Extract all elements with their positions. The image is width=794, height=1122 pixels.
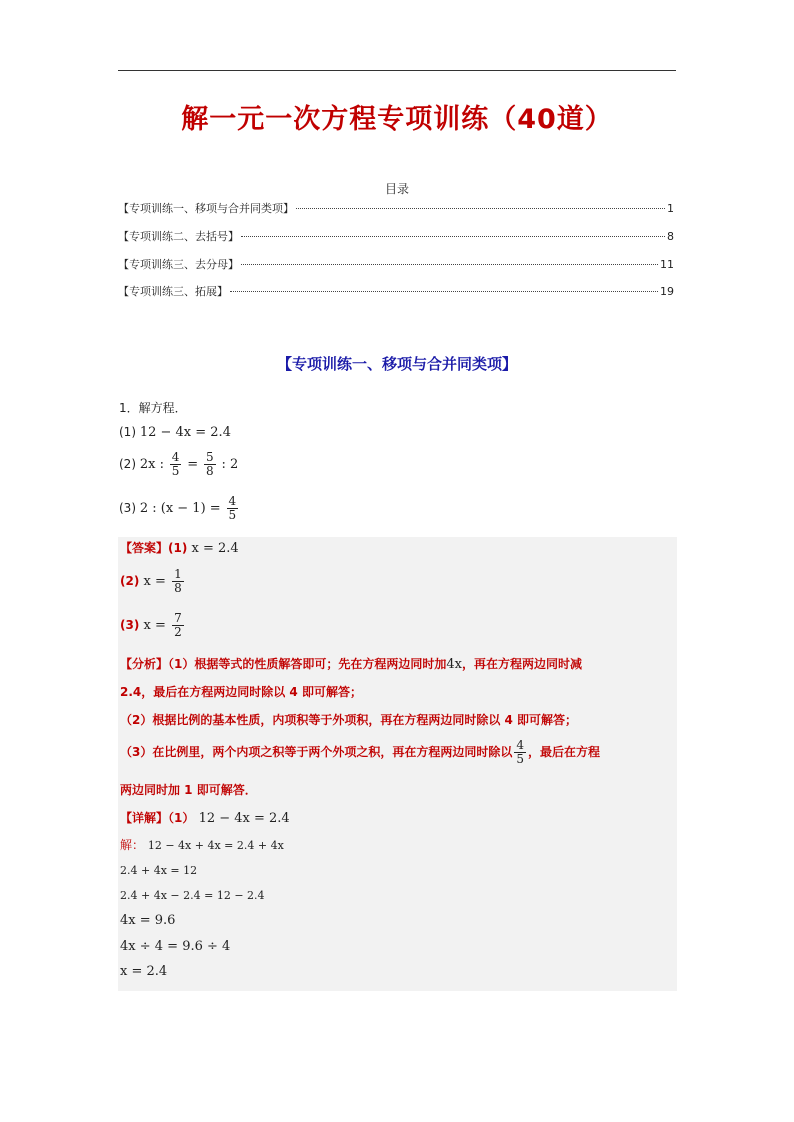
toc-leader <box>230 291 658 292</box>
toc-item-page: 19 <box>660 285 674 298</box>
part-label: (3) <box>119 501 136 515</box>
toc-item-label: 【专项训练三、去分母】 <box>118 258 239 271</box>
toc-leader <box>241 264 658 265</box>
numerator: 4 <box>516 738 524 752</box>
denominator: 5 <box>171 464 180 478</box>
fraction <box>204 451 216 478</box>
toc-item-page: 11 <box>660 258 674 271</box>
toc-item-label: 【专项训练一、移项与合并同类项】 <box>118 202 294 215</box>
answer-lhs: x = <box>143 574 166 589</box>
toc-item[interactable] <box>118 256 674 272</box>
question-stem: 1．解方程． <box>119 401 187 415</box>
detail-line-1 <box>120 809 290 826</box>
numerator: 5 <box>205 450 214 464</box>
toc-item[interactable] <box>118 200 674 216</box>
denominator: 2 <box>174 625 182 639</box>
question-part-2 <box>119 451 238 478</box>
solution-prefix: 解： <box>120 838 145 852</box>
fraction <box>172 568 184 595</box>
toc-heading: 目录 <box>384 182 409 196</box>
solution-step: x = 2.4 <box>120 964 168 979</box>
denominator: 8 <box>174 581 182 595</box>
analysis-line-4 <box>120 739 600 766</box>
question-part-1 <box>119 425 231 440</box>
part-label: (1) <box>119 425 136 439</box>
denominator: 5 <box>516 752 524 766</box>
analysis-text: （1）根据等式的性质解答即可；先在方程两边同时加 <box>168 657 447 671</box>
detail-label: （1） <box>168 811 195 825</box>
solution-step: 4x = 9.6 <box>120 913 176 928</box>
question-part-3 <box>119 495 240 522</box>
toc-item-label: 【专项训练二、去括号】 <box>118 230 239 243</box>
denominator: 5 <box>228 508 237 522</box>
section-heading: 【专项训练一、移项与合并同类项】 <box>276 355 517 373</box>
analysis-line-5: 两边同时加 1 即可解答． <box>120 783 257 797</box>
fraction <box>172 612 184 639</box>
part-label: (2) <box>119 457 136 471</box>
analysis-tag: 【分析】 <box>120 657 169 671</box>
toc-item-label: 【专项训练三、拓展】 <box>118 285 228 298</box>
toc-item[interactable] <box>118 283 674 299</box>
toc-item[interactable] <box>118 228 674 244</box>
numerator: 7 <box>174 611 182 625</box>
solution-step: 4x ÷ 4 = 9.6 ÷ 4 <box>120 939 231 954</box>
header-rule <box>118 70 676 71</box>
answer-lhs: x = <box>143 618 166 633</box>
solution-step: 2.4 + 4x − 2.4 = 12 − 2.4 <box>120 889 265 902</box>
analysis-line-3: （2）根据比例的基本性质，内项积等于外项积，再在方程两边同时除以 4 即可解答； <box>120 713 578 727</box>
equation-rhs: : 2 <box>221 457 239 472</box>
answer-line-1 <box>120 539 239 556</box>
equals-sign: = <box>187 457 199 472</box>
numerator: 4 <box>228 494 237 508</box>
answer-label: (3) <box>120 618 140 632</box>
answer-tag: 【答案】 <box>120 541 169 555</box>
toc-item-page: 1 <box>667 202 674 215</box>
equation: 12 − 4x = 2.4 <box>139 425 231 440</box>
solution-step: 12 − 4x + 4x = 2.4 + 4x <box>147 839 284 852</box>
fraction <box>514 739 526 766</box>
solution-step: 2.4 + 4x = 12 <box>120 864 198 877</box>
answer-line-3 <box>120 612 186 639</box>
detail-expr: 12 − 4x = 2.4 <box>198 811 290 826</box>
answer-expr: x = 2.4 <box>191 541 239 556</box>
numerator: 1 <box>174 567 182 581</box>
equation-lhs: 2x : <box>139 457 164 472</box>
answer-label: (2) <box>120 574 140 588</box>
analysis-math: 4x <box>446 657 462 672</box>
analysis-text: ，再在方程两边同时减 <box>461 657 582 671</box>
fraction <box>170 451 182 478</box>
toc-item-page: 8 <box>667 230 674 243</box>
page-title: 解一元一次方程专项训练（40道） <box>181 104 613 135</box>
answer-label: (1) <box>168 541 188 555</box>
analysis-text: （3）在比例里，两个内项之积等于两个外项之积，再在方程两边同时除以 <box>120 745 513 759</box>
equation-lhs: 2 : (x − 1) = <box>139 501 221 516</box>
detail-tag: 【详解】 <box>120 811 169 825</box>
denominator: 8 <box>205 464 214 478</box>
detail-line-2 <box>120 836 284 853</box>
answer-line-2 <box>120 568 186 595</box>
toc-leader <box>296 208 665 209</box>
analysis-line-2: 2.4，最后在方程两边同时除以 4 即可解答； <box>120 685 362 699</box>
analysis-line-1 <box>120 655 582 672</box>
analysis-text: ，最后在方程 <box>528 745 601 759</box>
numerator: 4 <box>171 450 180 464</box>
toc-leader <box>241 236 665 237</box>
fraction <box>227 495 239 522</box>
